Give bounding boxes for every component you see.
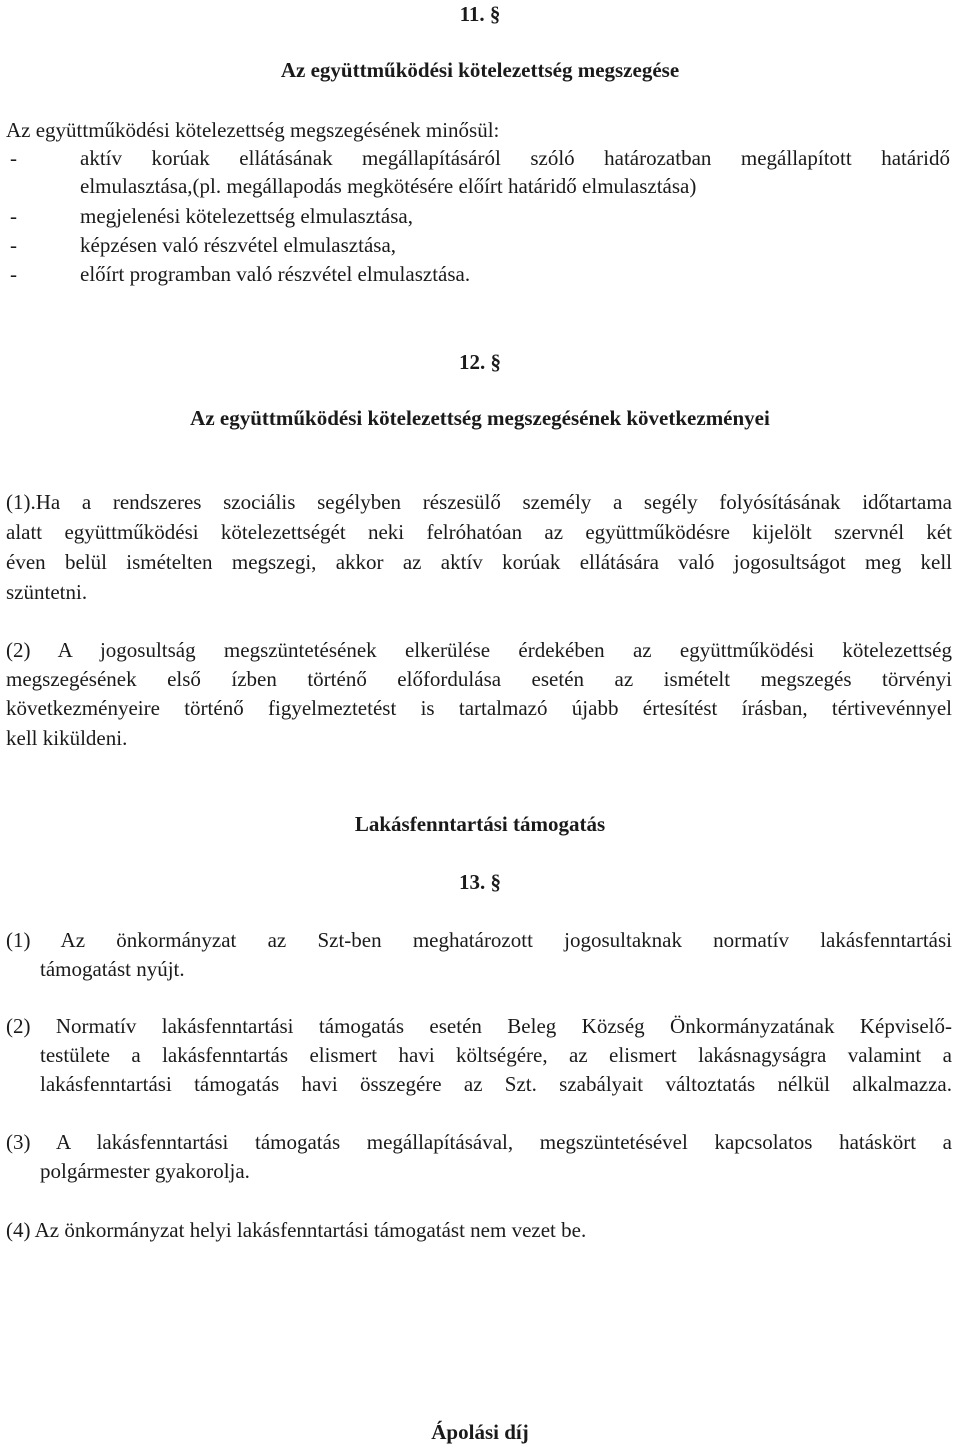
list-item-text: megjelenési kötelezettség elmulasztása, xyxy=(80,204,413,228)
list-item-text: előírt programban való részvétel elmulasztása. xyxy=(80,262,471,286)
paragraph-line: testülete a lakásfenntartás elismert havi költségére, az elismert lakásnagyságra valamint a xyxy=(40,1043,952,1067)
heading-lakasfenntartasi: Lakásfenntartási támogatás xyxy=(354,812,606,836)
paragraph-line: következményeire történő figyelmeztetést is tartalmazó újabb értesítést írásban, tértivevénnyel xyxy=(6,696,952,720)
section-11-number: 11. § xyxy=(459,2,501,26)
paragraph-line: (4) Az önkormányzat helyi lakásfenntartási támogatást nem vezet be. xyxy=(6,1218,587,1242)
paragraph-line: megszegésének első ízben történő előfordulása esetén az ismételt megszegés törvényi xyxy=(6,667,952,691)
paragraph-line: (1).Ha a rendszeres szociális segélyben részesülő személy a segély folyósításának időtartama xyxy=(6,490,952,514)
paragraph-line: (1) Az önkormányzat az Szt-ben meghatározott jogosultaknak normatív lakásfenntartási xyxy=(6,928,952,952)
section-11-title: Az együttműködési kötelezettség megszegése xyxy=(280,58,680,82)
section-12-number: 12. § xyxy=(459,350,501,374)
paragraph-line: (3) A lakásfenntartási támogatás megállapításával, megszüntetésével kapcsolatos hatáskört a xyxy=(6,1130,952,1154)
list-dash: - xyxy=(10,146,17,170)
paragraph-line: (2) A jogosultság megszüntetésének elkerülése érdekében az együttműködési kötelezettség xyxy=(6,638,952,662)
paragraph-line: lakásfenntartási támogatás havi összegére az Szt. szabályait változtatás nélkül alkalmazza. xyxy=(40,1072,952,1096)
list-item-text: képzésen való részvétel elmulasztása, xyxy=(80,233,397,257)
section-11-intro: Az együttműködési kötelezettség megszegésének minősül: xyxy=(6,118,500,142)
list-item-text: aktív korúak ellátásának megállapításáról szóló határozatban megállapított határidő xyxy=(80,146,950,170)
list-dash: - xyxy=(10,204,17,228)
paragraph-line: alatt együttműködési kötelezettségét neki felróhatóan az együttműködésre kijelölt szervnél két xyxy=(6,520,952,544)
paragraph-line: támogatást nyújt. xyxy=(40,957,185,981)
paragraph-line: (2) Normatív lakásfenntartási támogatás esetén Beleg Község Önkormányzatának Képviselő- xyxy=(6,1014,952,1038)
list-dash: - xyxy=(10,233,17,257)
section-13-number: 13. § xyxy=(459,870,501,894)
list-item-continuation: elmulasztása,(pl. megállapodás megkötésére előírt határidő elmulasztása) xyxy=(80,174,697,198)
paragraph-line: éven belül ismételten megszegi, akkor az aktív korúak ellátására való jogosultságot meg kell xyxy=(6,550,952,574)
paragraph-line: szüntetni. xyxy=(6,580,88,604)
paragraph-line: polgármester gyakorolja. xyxy=(40,1159,250,1183)
list-dash: - xyxy=(10,262,17,286)
section-12-title: Az együttműködési kötelezettség megszegésének következményei xyxy=(190,406,770,430)
heading-apolasi-dij: Ápolási díj xyxy=(431,1420,529,1444)
paragraph-line: kell kiküldeni. xyxy=(6,726,128,750)
